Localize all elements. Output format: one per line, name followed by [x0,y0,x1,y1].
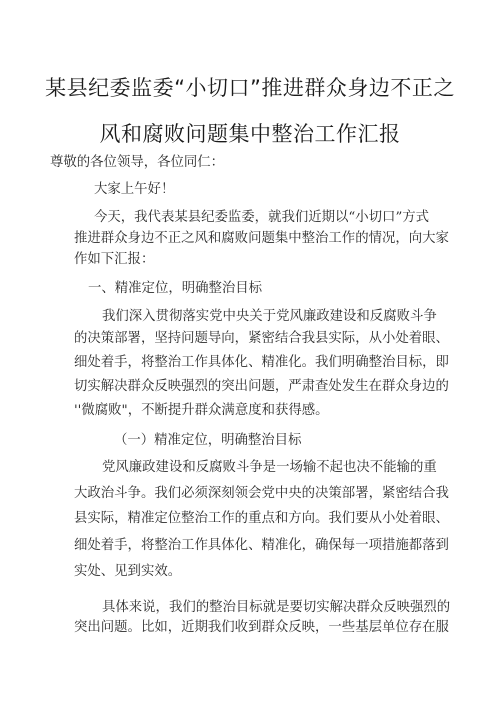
subsection-1-body-line: 县实际，精准定位整治工作的重点和方向。我们要从小处着眼、 [74,511,449,526]
intro-line: 推进群众身边不正之风和腐败问题集中整治工作的情况，向大家 [74,231,449,246]
intro-line: 今天，我代表某县纪委监委，就我们近期以“小切口”方式 [94,210,430,225]
subsection-1-body-line: 细处着手，将整治工作具体化、精准化，确保每一项措施都落到 [74,538,449,553]
subsection-1-body-line: 实处、见到实效。 [74,564,182,579]
section-1-heading: 一、精准定位，明确整治目标 [88,281,263,296]
section-1-body-line: 细处着手，将整治工作具体化、精准化。我们明确整治目标，即 [74,355,449,370]
subsection-1-body-line: 党风廉政建设和反腐败斗争是一场输不起也决不能输的重 [102,460,437,475]
subsection-1-heading: （一）精准定位，明确整治目标 [114,433,302,448]
document-title-line-1: 某县纪委监委“小切口”推进群众身边不正之 [45,76,455,100]
greeting: 大家上午好！ [94,182,175,197]
paragraph-line: 具体来说，我们的整治目标就是要切实解决群众反映强烈的 [102,600,451,615]
intro-line: 作如下汇报： [74,252,155,267]
section-1-body-line: ''微腐败"，不断提升群众满意度和获得感。 [74,403,329,418]
salutation: 尊敬的各位领导，各位同仁： [50,155,225,170]
document-title-line-2: 风和腐败问题集中整治工作汇报 [99,122,401,146]
section-1-body-line: 我们深入贯彻落实党中央关于党风廉政建设和反腐败斗争 [102,309,437,324]
section-1-body-line: 的决策部署，坚持问题导向，紧密结合我县实际，从小处着眼、 [74,331,449,346]
subsection-1-body-line: 大政治斗争。我们必须深刻领会党中央的决策部署，紧密结合我 [74,486,449,501]
section-1-body-line: 切实解决群众反映强烈的突出问题，严肃查处发生在群众身边的 [74,379,449,394]
paragraph-line: 突出问题。比如，近期我们收到群众反映，一些基层单位存在服 [74,620,449,635]
